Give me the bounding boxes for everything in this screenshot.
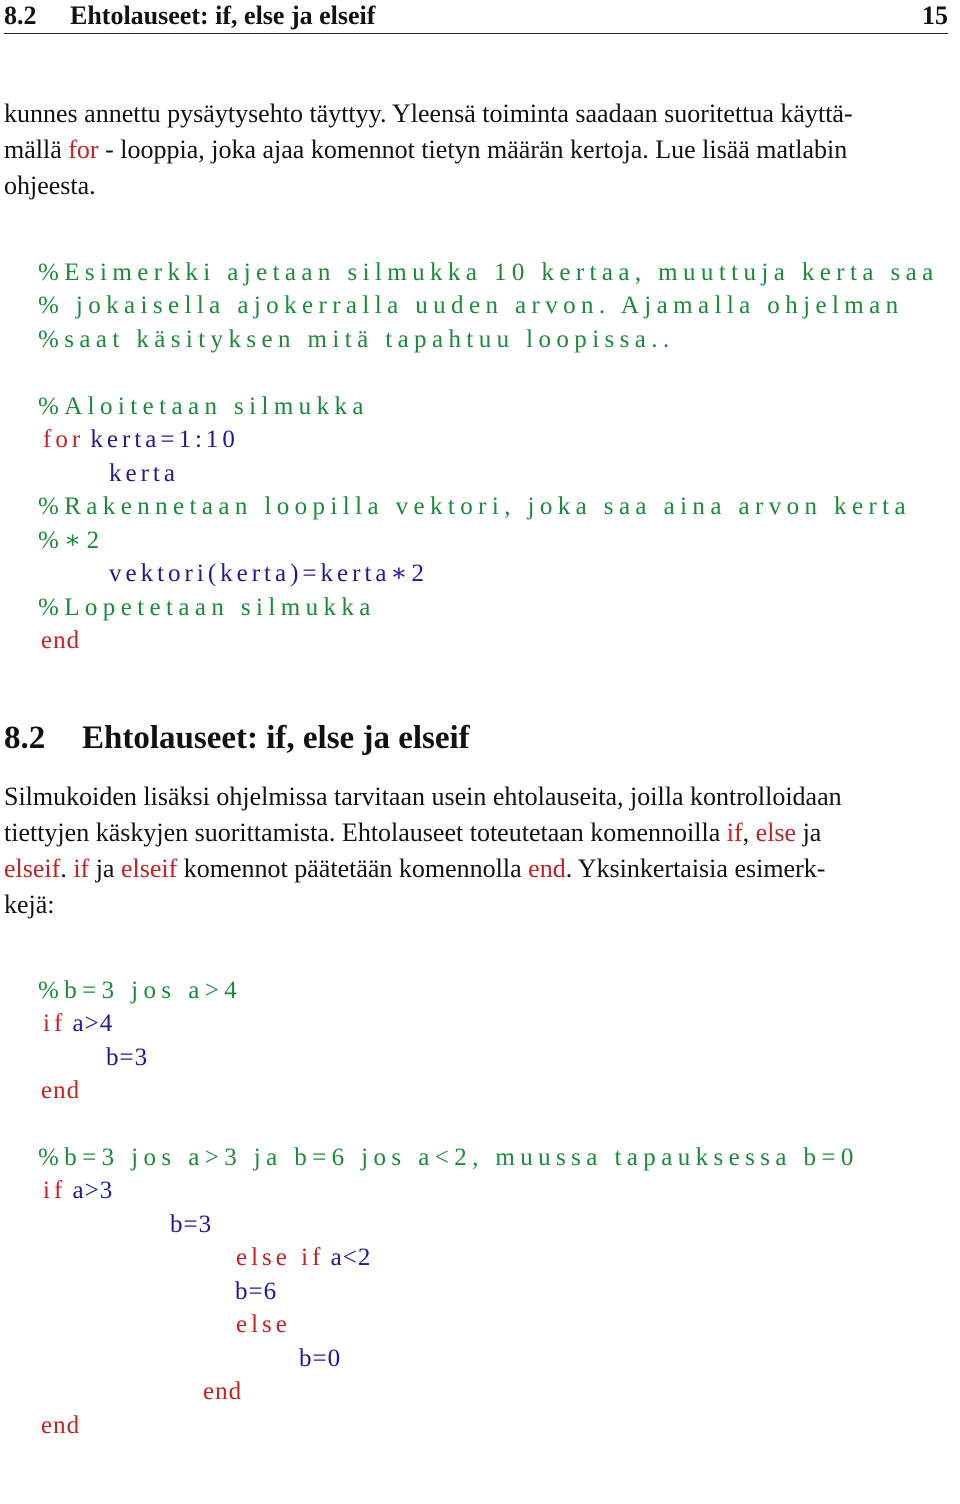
intro-line: ohjeesta. xyxy=(4,171,96,200)
code-keyword-else: else xyxy=(236,1311,291,1338)
code-keyword-for: for xyxy=(43,426,85,453)
intro-paragraph xyxy=(4,96,958,204)
keyword-if: if xyxy=(726,818,743,847)
keyword-end: end xyxy=(528,854,566,883)
intro-line: kunnes annettu pysäytysehto täyttyy. Yleensä toiminta saadaan suoritettua käyttä- xyxy=(4,99,853,128)
code-identifier: kerta xyxy=(109,460,179,487)
text-run: . Yksinkertaisia esimerk- xyxy=(565,854,826,883)
keyword-if: if xyxy=(73,854,90,883)
body-line xyxy=(4,851,958,887)
code-identifier: vektori(kerta)=kerta∗2 xyxy=(109,560,428,587)
code-comment: %saat käsityksen mitä tapahtuu loopissa.. xyxy=(38,326,675,353)
body-paragraph xyxy=(4,779,958,923)
code-keyword-end: end xyxy=(41,1412,81,1439)
running-header xyxy=(4,0,948,34)
section-number: 8.2 xyxy=(4,720,46,756)
section-title: Ehtolauseet: if, else ja elseif xyxy=(82,720,470,756)
header-rule xyxy=(4,33,948,34)
text-run: ja xyxy=(796,818,822,847)
code-identifier: b=3 xyxy=(170,1211,213,1238)
text-run: mällä xyxy=(4,135,69,164)
text-run: , xyxy=(742,818,756,847)
code-keyword-if: if xyxy=(43,1177,67,1204)
code-comment: %Lopetetaan silmukka xyxy=(38,594,376,621)
code-identifier: kerta=1:10 xyxy=(90,426,239,453)
code-identifier: a>4 xyxy=(72,1010,114,1037)
page-number: 15 xyxy=(922,1,948,30)
code-identifier: a<2 xyxy=(330,1244,372,1271)
keyword-for: for xyxy=(68,135,99,164)
text-run: ja xyxy=(89,854,121,883)
code-keyword-end: end xyxy=(41,1077,81,1104)
code-comment: %b=3 jos a>3 ja b=6 jos a<2, muussa tapauksessa b=0 xyxy=(38,1144,859,1171)
keyword-else: else xyxy=(755,818,797,847)
code-identifier: b=3 xyxy=(106,1044,149,1071)
header-section-title: Ehtolauseet: if, else ja elseif xyxy=(70,1,376,30)
header-section-number: 8.2 xyxy=(4,1,37,30)
keyword-elseif: elseif xyxy=(120,854,178,883)
text-run: . xyxy=(60,854,74,883)
code-comment: %Aloitetaan silmukka xyxy=(38,393,369,420)
code-comment: % jokaisella ajokerralla uuden arvon. Ajamalla ohjelman xyxy=(38,292,904,319)
code-block-loop xyxy=(38,256,939,685)
code-keyword-end: end xyxy=(41,627,81,654)
text-run: komennot päätetään komennolla xyxy=(177,854,529,883)
code-comment: %Rakennetaan loopilla vektori, joka saa aina arvon kerta xyxy=(38,493,912,520)
text-run: - looppia, joka ajaa komennot tietyn määrän kertoja. Lue lisää matlabin xyxy=(98,135,848,164)
section-heading xyxy=(4,718,470,758)
code-keyword-elseif: else if xyxy=(236,1244,325,1271)
body-line: Silmukoiden lisäksi ohjelmissa tarvitaan usein ehtolauseita, joilla kontrolloidaan xyxy=(4,782,842,811)
code-comment: %∗2 xyxy=(38,527,105,554)
body-line xyxy=(4,815,958,851)
code-comment: %b=3 jos a>4 xyxy=(38,977,243,1004)
keyword-elseif: elseif xyxy=(4,854,61,883)
code-block-if-else xyxy=(38,1141,859,1504)
code-identifier: b=6 xyxy=(235,1278,278,1305)
intro-line xyxy=(4,132,958,168)
code-identifier: b=0 xyxy=(299,1345,342,1372)
code-identifier: a>3 xyxy=(72,1177,114,1204)
code-keyword-end: end xyxy=(203,1378,243,1405)
body-line: kejä: xyxy=(4,890,55,919)
code-keyword-if: if xyxy=(43,1010,67,1037)
code-comment: %Esimerkki ajetaan silmukka 10 kertaa, muuttuja kerta saa xyxy=(38,259,939,286)
text-run: tiettyjen käskyjen suorittamista. Ehtolauseet toteutetaan komennoilla xyxy=(4,818,727,847)
